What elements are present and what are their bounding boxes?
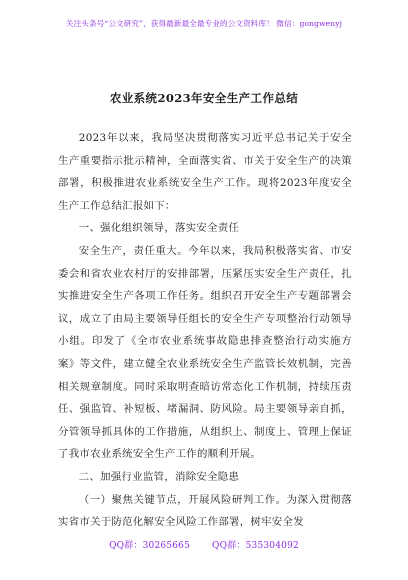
paragraph-section-1: 安全生产，责任重大。今年以来，我局积极落实省、市安委会和省农业农村厅的安排部署，压紧压实安全生产责任，扎实推进安全生产各项工作任务。组织召开安全生产专题部署会议，成立了由局主要领导任组长的安全生产专项整治行动领导小组。印发了《全市农业系统事故隐患排查整治行动实施方案》等文件，建立健全农业系统安全生产监管长效机制，完善相关规章制度。同时采取明查暗访常态化工作机制，持续压责任、强监管、补短板、堵漏洞、防风险。局主要领导亲自抓，分管领导抓具体的工作措施，从组织上、制度上、管理上保证了我市农业系统安全生产工作的顺利开展。 xyxy=(58,244,352,461)
footer-contacts xyxy=(0,538,408,551)
paragraph-subsection-1: （一）聚焦关键节点，开展风险研判工作。为深入贯彻落实省市关于防范化解安全风险工作部署，树牢安全发 xyxy=(58,493,352,529)
section-heading-2: 二、加强行业监管，消除安全隐患 xyxy=(78,470,240,483)
footer-qq-group-2: QQ群：535304092 xyxy=(212,541,299,551)
paragraph-intro: 2023年以来，我局坚决贯彻落实习近平总书记关于安全生产重要指示批示精神，全面落实省、市关于安全生产的决策部署，积极推进农业系统安全生产工作。现将2023年度安全生产工作总结汇报如下： xyxy=(58,132,352,212)
footer-qq-group-1: QQ群：30265665 xyxy=(109,541,191,551)
header-note: 关注头条号“公文研究”，获得最新最全最专业的公文资料库！ 微信：gongwenyj xyxy=(65,19,343,28)
document-body xyxy=(58,127,352,534)
section-heading-1: 一、强化组织领导，落实安全责任 xyxy=(78,222,240,235)
document-title: 农业系统2023年安全生产工作总结 xyxy=(109,91,299,105)
